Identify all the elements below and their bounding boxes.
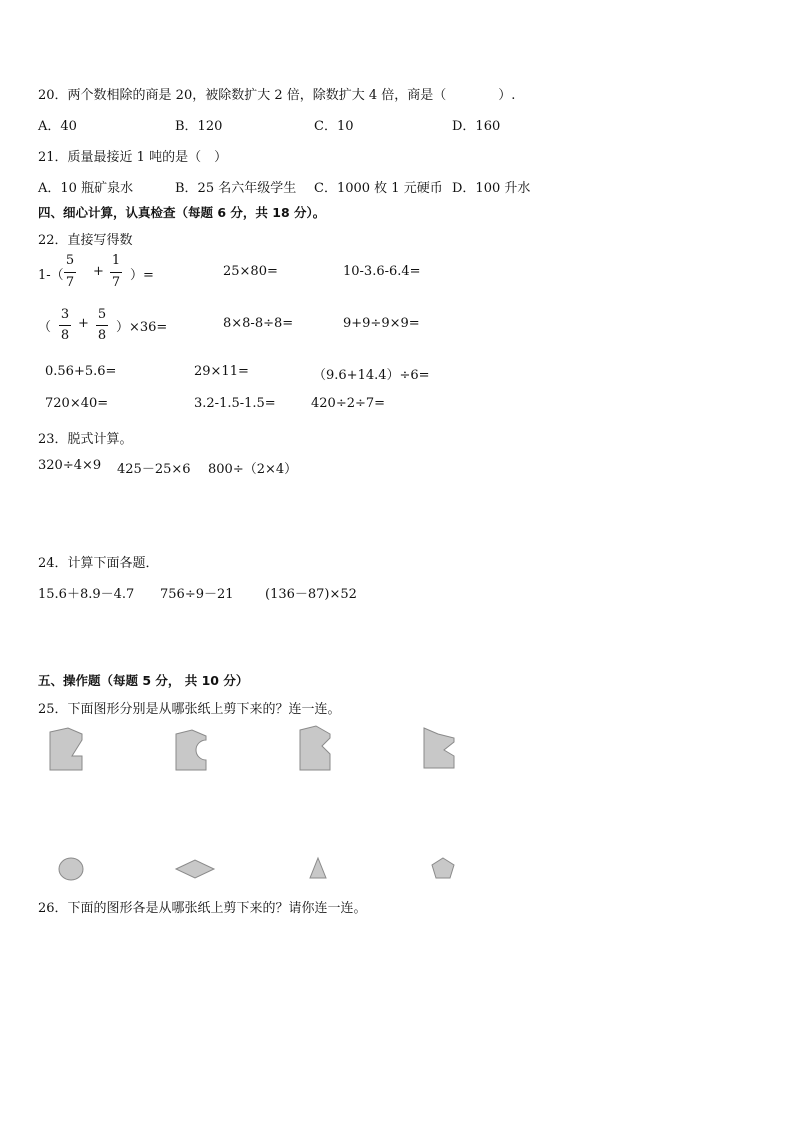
q22-row3-a: 0.56+5.6= — [45, 364, 117, 379]
q22-row4-b: 3.2-1.5-1.5= — [194, 396, 276, 411]
q22-row1-frac2-num: 1 — [111, 253, 121, 268]
circle-icon[interactable] — [57, 856, 85, 882]
q21-option-c: C．1000 枚 1 元硬币 — [314, 181, 443, 196]
triangle-notch-paper-icon[interactable] — [298, 724, 334, 772]
q22-row2-frac2-num: 5 — [97, 307, 107, 322]
fraction-bar — [110, 272, 122, 273]
q22-row2-frac1-num: 3 — [60, 307, 70, 322]
q22-row2-suffix: ）×36= — [116, 320, 168, 335]
q23-item-3: 800÷（2×4） — [208, 462, 298, 477]
z-notch-paper-icon[interactable] — [48, 726, 84, 772]
semicircle-notch-paper-icon[interactable] — [174, 728, 210, 772]
q22-row4-c: 420÷2÷7= — [311, 396, 386, 411]
q22-row1-frac1-den: 7 — [65, 275, 75, 290]
q22-row2-b: 8×8-8÷8= — [223, 316, 294, 331]
q22-row3-b: 29×11= — [194, 364, 249, 379]
fraction-bar — [59, 325, 71, 326]
q22-row1-suffix: ）= — [130, 268, 154, 283]
q22-row1-b: 25×80= — [223, 264, 278, 279]
q23-item-2: 425－25×6 — [117, 462, 191, 477]
triangle-icon[interactable] — [308, 856, 328, 880]
arrow-notch-paper-icon[interactable] — [422, 724, 458, 772]
q20-option-c: C．10 — [314, 119, 354, 134]
q21-option-a: A．10 瓶矿泉水 — [38, 181, 134, 196]
q22-row4-a: 720×40= — [45, 396, 109, 411]
q20-option-d: D．160 — [452, 119, 501, 134]
q22-row2-plus: + — [78, 316, 89, 331]
fraction-bar — [64, 272, 76, 273]
q24-item-2: 756÷9－21 — [160, 587, 234, 602]
q21-option-b: B．25 名六年级学生 — [175, 181, 297, 196]
q22-row2-frac2-den: 8 — [97, 328, 107, 343]
q22-row2-prefix: （ — [38, 320, 52, 335]
rhombus-icon[interactable] — [174, 858, 216, 880]
q24-item-1: 15.6＋8.9－4.7 — [38, 587, 135, 602]
q24-item-3: (136－87)×52 — [265, 587, 357, 602]
q21-stem: 21．质量最接近 1 吨的是（ ） — [38, 150, 228, 165]
q24-stem: 24．计算下面各题． — [38, 556, 159, 571]
q22-row1-plus: + — [93, 264, 104, 279]
q22-row1-c: 10-3.6-6.4= — [343, 264, 421, 279]
q22-row1-prefix: 1-（ — [38, 268, 64, 283]
q21-option-d: D．100 升水 — [452, 181, 531, 196]
q22-row1-frac1-num: 5 — [65, 253, 75, 268]
fraction-bar — [96, 325, 108, 326]
q22-row1-frac2-den: 7 — [111, 275, 121, 290]
q25-stem: 25．下面图形分别是从哪张纸上剪下来的？连一连。 — [38, 702, 341, 717]
section4-heading: 四、细心计算，认真检查（每题 6 分，共 18 分）。 — [38, 205, 326, 220]
q23-stem: 23．脱式计算。 — [38, 432, 133, 447]
q26-stem: 26．下面的图形各是从哪张纸上剪下来的？请你连一连。 — [38, 901, 367, 916]
q20-option-a: A．40 — [38, 119, 77, 134]
q22-row2-frac1-den: 8 — [60, 328, 70, 343]
q22-row2-c: 9+9÷9×9= — [343, 316, 420, 331]
q22-row3-c: （9.6+14.4）÷6= — [313, 368, 430, 383]
q22-stem: 22．直接写得数 — [38, 233, 133, 248]
section5-heading: 五、操作题（每题 5 分， 共 10 分） — [38, 673, 249, 688]
q20-stem: 20．两个数相除的商是 20，被除数扩大 2 倍，除数扩大 4 倍，商是（ ）. — [38, 88, 516, 103]
q23-item-1: 320÷4×9 — [38, 458, 102, 473]
q20-option-b: B．120 — [175, 119, 223, 134]
pentagon-icon[interactable] — [430, 856, 456, 880]
